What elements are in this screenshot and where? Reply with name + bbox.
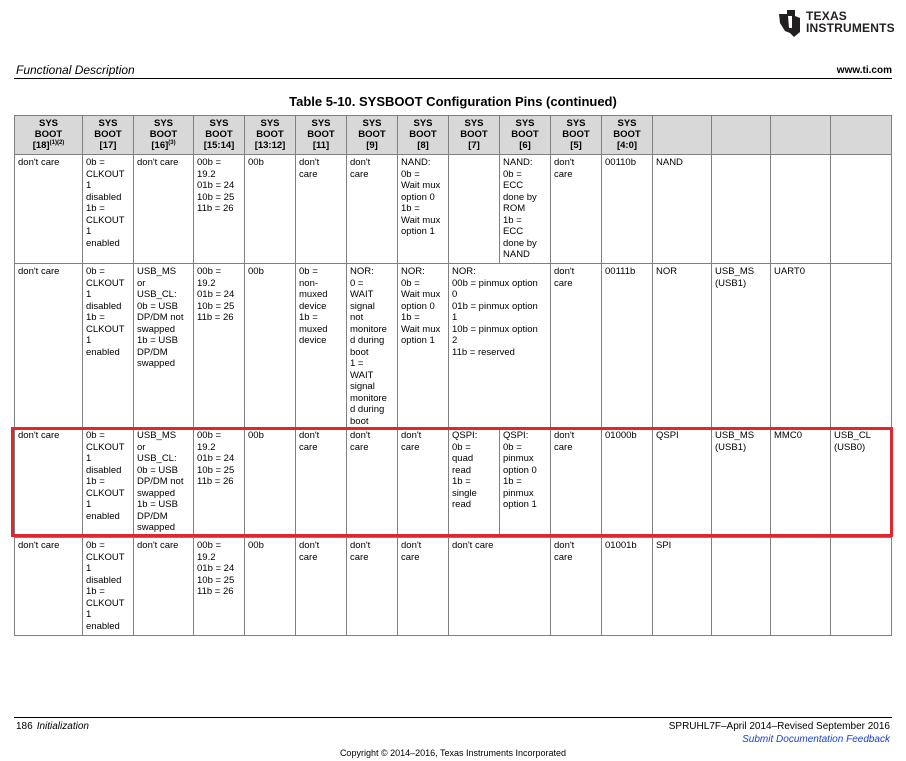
- table-cell: 0b = CLKOUT 1 disabled 1b = CLKOUT 1 enabled: [83, 428, 134, 538]
- header-text: BOOT: [358, 129, 386, 140]
- table-cell: don't care: [551, 155, 602, 264]
- header-text: [4:0]: [616, 140, 638, 151]
- header-text: SYS: [209, 118, 229, 129]
- header-text: [6]: [519, 140, 531, 151]
- table-cell: 00b = 19.2 01b = 24 10b = 25 11b = 26: [194, 538, 245, 636]
- doc-id: SPRUHL7F–April 2014–Revised September 2016: [668, 721, 890, 732]
- header-cell: [134, 116, 194, 155]
- page-number: 186: [16, 721, 33, 732]
- table-cell: NAND: 0b = Wait mux option 0 1b = Wait mux option 1: [398, 155, 449, 264]
- table-cell: don't care: [15, 428, 83, 538]
- header-text: BOOT: [409, 129, 437, 140]
- table-cell: don't care: [551, 264, 602, 428]
- table-cell: don't care: [296, 428, 347, 538]
- table-cell: don't care: [296, 155, 347, 264]
- header-text: SYS: [38, 118, 58, 129]
- header-cell: [347, 116, 398, 155]
- header-cell: [551, 116, 602, 155]
- header-text: [17]: [99, 140, 117, 151]
- sysboot-table: [14, 115, 892, 636]
- header-cell: [398, 116, 449, 155]
- feedback-link[interactable]: Submit Documentation Feedback: [742, 734, 890, 745]
- table-header-row: [15, 116, 892, 155]
- table-cell: [449, 155, 500, 264]
- company-name: [806, 10, 895, 34]
- copyright: Copyright © 2014–2016, Texas Instruments Incorporated: [339, 748, 567, 758]
- header-cell: [500, 116, 551, 155]
- footnote-ref: (1)(2): [49, 139, 65, 146]
- header-cell: [83, 116, 134, 155]
- header-text: [9]: [366, 140, 378, 151]
- table-cell: 0b = CLKOUT 1 disabled 1b = CLKOUT 1 enabled: [83, 264, 134, 428]
- table-cell: don't care: [347, 155, 398, 264]
- header-text: [13:12]: [254, 140, 286, 151]
- table-cell: 00110b: [602, 155, 653, 264]
- table-cell: don't care: [296, 538, 347, 636]
- header-text: BOOT: [34, 129, 63, 140]
- page-footer-left: [16, 721, 89, 732]
- table-cell: don't care: [347, 538, 398, 636]
- table-cell: USB_MS or USB_CL: 0b = USB DP/DM not swapped 1b = USB DP/DM swapped: [134, 428, 194, 538]
- table-cell: don't care: [15, 264, 83, 428]
- header-text: BOOT: [460, 129, 488, 140]
- table-cell: USB_CL (USB0): [831, 428, 892, 538]
- header-cell-empty: [831, 116, 892, 155]
- header-text: [7]: [468, 140, 480, 151]
- table-cell: 0b = CLKOUT 1 disabled 1b = CLKOUT 1 enabled: [83, 155, 134, 264]
- table-cell: [712, 155, 771, 264]
- table-row: [15, 538, 892, 636]
- table-cell: 00b: [245, 428, 296, 538]
- header-text: SYS: [515, 118, 535, 129]
- header-cell-empty: [653, 116, 712, 155]
- table-cell: UART0: [771, 264, 831, 428]
- header-cell: [602, 116, 653, 155]
- header-text: [15:14]: [203, 140, 235, 151]
- header-text: BOOT: [511, 129, 539, 140]
- section-title: Functional Description: [16, 63, 135, 77]
- header-text: BOOT: [94, 129, 122, 140]
- table-cell: don't care: [134, 155, 194, 264]
- table-row: [15, 428, 892, 538]
- site-url[interactable]: www.ti.com: [836, 65, 892, 76]
- table-cell: SPI: [653, 538, 712, 636]
- table-cell: don't care: [134, 538, 194, 636]
- header-text: BOOT: [256, 129, 284, 140]
- table-cell: don't care: [398, 428, 449, 538]
- header-text: SYS: [98, 118, 118, 129]
- chapter-name: Initialization: [36, 721, 89, 732]
- header-cell: [245, 116, 296, 155]
- header-text: [5]: [570, 140, 582, 151]
- table-cell: 00b = 19.2 01b = 24 10b = 25 11b = 26: [194, 155, 245, 264]
- header-text: BOOT: [205, 129, 233, 140]
- header-text: BOOT: [562, 129, 590, 140]
- header-text: SYS: [617, 118, 637, 129]
- header-text: SYS: [413, 118, 433, 129]
- table-cell: QSPI: 0b = quad read 1b = single read: [449, 428, 500, 538]
- footer-rule: [14, 717, 892, 718]
- table-cell: 00b: [245, 155, 296, 264]
- header-text: [8]: [417, 140, 429, 151]
- table-cell: 00b = 19.2 01b = 24 10b = 25 11b = 26: [194, 428, 245, 538]
- header-cell-empty: [771, 116, 831, 155]
- table-cell: NOR: 00b = pinmux option 0 01b = pinmux option 1 10b = pinmux option 2 11b = reserved: [449, 264, 551, 428]
- table-cell: QSPI: 0b = pinmux option 0 1b = pinmux option 1: [500, 428, 551, 538]
- table-cell: 00b: [245, 264, 296, 428]
- table-caption: Table 5-10. SYSBOOT Configuration Pins (continued): [289, 94, 617, 109]
- header-text: [18]: [32, 140, 50, 151]
- table-cell: don't care: [15, 155, 83, 264]
- header-text: SYS: [566, 118, 586, 129]
- header-text: [16]: [151, 140, 169, 151]
- header-rule: [14, 78, 892, 79]
- company-name-line1: TEXAS: [806, 9, 848, 23]
- table-cell: 01001b: [602, 538, 653, 636]
- table-cell: NOR: 0b = Wait mux option 0 1b = Wait mux option 1: [398, 264, 449, 428]
- table-cell: MMC0: [771, 428, 831, 538]
- table-cell: NAND: 0b = ECC done by ROM 1b = ECC done by NAND: [500, 155, 551, 264]
- table-cell: USB_MS (USB1): [712, 428, 771, 538]
- header-text: SYS: [260, 118, 280, 129]
- table-cell: [831, 538, 892, 636]
- header-text: [11]: [312, 140, 330, 151]
- table-cell: 01000b: [602, 428, 653, 538]
- table-cell: NOR: [653, 264, 712, 428]
- table-cell: [771, 538, 831, 636]
- header-cell: [194, 116, 245, 155]
- header-text: SYS: [153, 118, 173, 129]
- table-row: [15, 155, 892, 264]
- table-cell: don't care: [449, 538, 551, 636]
- company-name-line2: INSTRUMENTS: [806, 21, 895, 35]
- table-cell: USB_MS (USB1): [712, 264, 771, 428]
- table-row: [15, 264, 892, 428]
- table-cell: don't care: [551, 538, 602, 636]
- header-text: BOOT: [613, 129, 641, 140]
- table-cell: [831, 264, 892, 428]
- header-text: SYS: [311, 118, 331, 129]
- header-text: SYS: [464, 118, 484, 129]
- header-cell-empty: [712, 116, 771, 155]
- table-cell: [712, 538, 771, 636]
- table-cell: 00111b: [602, 264, 653, 428]
- table-cell: 0b = CLKOUT 1 disabled 1b = CLKOUT 1 enabled: [83, 538, 134, 636]
- table-cell: USB_MS or USB_CL: 0b = USB DP/DM not swapped 1b = USB DP/DM swapped: [134, 264, 194, 428]
- table-cell: 00b = 19.2 01b = 24 10b = 25 11b = 26: [194, 264, 245, 428]
- header-cell: [449, 116, 500, 155]
- header-text: BOOT: [149, 129, 178, 140]
- table-cell: NAND: [653, 155, 712, 264]
- header-cell: [296, 116, 347, 155]
- header-text: SYS: [362, 118, 382, 129]
- table-cell: NOR: 0 = WAIT signal not monitore d during boot 1 = WAIT signal monitore d during boot: [347, 264, 398, 428]
- table-cell: [831, 155, 892, 264]
- header-text: BOOT: [307, 129, 335, 140]
- table-cell: don't care: [15, 538, 83, 636]
- table-cell: 00b: [245, 538, 296, 636]
- table-body: [15, 155, 892, 636]
- header-cell: [15, 116, 83, 155]
- table-cell: don't care: [398, 538, 449, 636]
- table-cell: don't care: [551, 428, 602, 538]
- table-cell: [771, 155, 831, 264]
- table-cell: don't care: [347, 428, 398, 538]
- table-cell: QSPI: [653, 428, 712, 538]
- table-cell: 0b = non- muxed device 1b = muxed device: [296, 264, 347, 428]
- footnote-ref: (3): [168, 139, 176, 146]
